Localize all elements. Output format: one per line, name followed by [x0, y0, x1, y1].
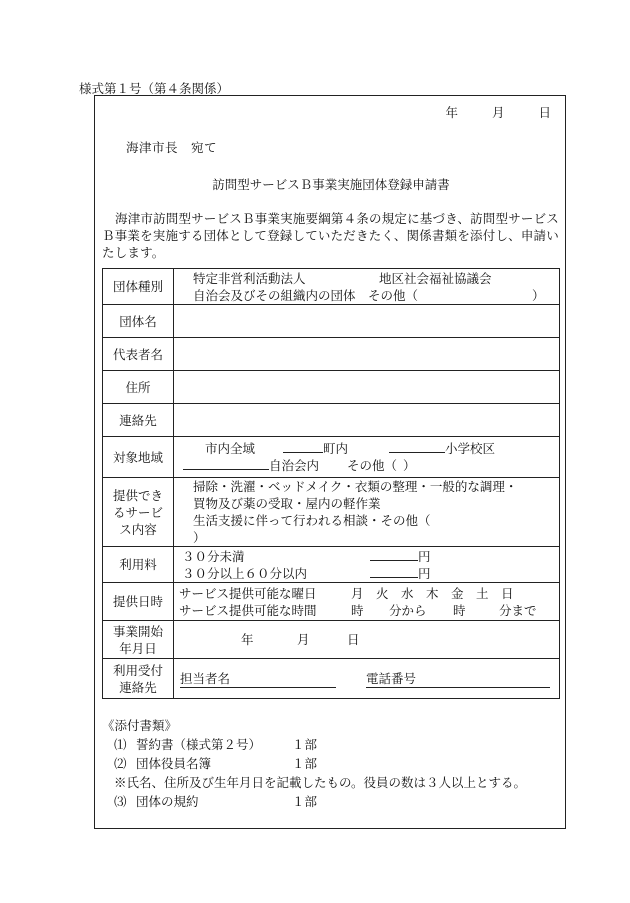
reception-person: 担当者名: [180, 670, 336, 688]
fee-unit-1: 円: [418, 548, 431, 564]
address-field[interactable]: [174, 371, 560, 404]
services-label-2: るサービ: [112, 504, 163, 520]
services-row: [103, 478, 560, 547]
reception-label-2: 連絡先: [119, 679, 157, 695]
area-town: 町内: [323, 441, 349, 456]
attachment-1: ⑴ 誓約書（様式第２号） １部: [114, 737, 318, 752]
start-date-label-2: 年月日: [119, 640, 157, 656]
services-label-1: 提供でき: [112, 487, 163, 503]
option-other-close: ）: [532, 287, 545, 303]
org-name-row: [103, 305, 560, 338]
services-line-3: 生活支援に伴って行われる相談・その他（: [193, 513, 431, 528]
day-fri[interactable]: 金: [451, 585, 464, 601]
contact-row: [103, 404, 560, 437]
day-wed[interactable]: 水: [401, 585, 414, 601]
area-city-wide: 市内全域: [205, 441, 256, 456]
start-year: 年: [241, 632, 254, 647]
reception-row: [103, 659, 560, 699]
day-thu[interactable]: 木: [426, 585, 439, 601]
day-sun[interactable]: 日: [501, 585, 514, 601]
document-title: 訪問型サービスＢ事業実施団体登録申請書: [212, 177, 450, 192]
fee-row: [103, 547, 560, 583]
time-hour-from: 時: [351, 602, 364, 618]
time-hour-to: 時: [453, 602, 466, 618]
start-month: 月: [297, 632, 310, 647]
attachment-2: ⑵ 団体役員名簿 １部: [114, 756, 318, 771]
reception-label-1: 利用受付: [112, 662, 163, 678]
fee-30-to-60: ３０分以上６０分以内: [182, 565, 308, 581]
start-date-label-1: 事業開始: [112, 623, 163, 639]
schedule-field[interactable]: [174, 583, 560, 621]
area-other-close: ）: [403, 458, 416, 473]
form-number: 様式第１号（第４条関係）: [79, 81, 230, 96]
fee-under-30: ３０分未満: [182, 548, 245, 564]
area-assoc: 自治会内: [269, 458, 320, 473]
option-other: その他（: [368, 287, 419, 303]
representative-label: 代表者名: [103, 338, 174, 371]
contact-field[interactable]: [174, 404, 560, 437]
services-line-1: 掃除・洗濯・ベッドメイク・衣類の整理・一般的な調理・: [193, 479, 518, 494]
reception-label: [103, 659, 174, 699]
services-line-3-close: ）: [193, 530, 206, 545]
representative-row: [103, 338, 560, 371]
option-district-council: 地区社会福祉協議会: [379, 270, 492, 286]
services-label: [103, 478, 174, 547]
attachments-heading: 《添付書類》: [102, 718, 178, 733]
services-field[interactable]: [174, 478, 560, 547]
addressee: 海津市長 宛て: [126, 140, 218, 155]
services-line-2: 買物及び薬の受取・屋内の軽作業: [193, 496, 381, 511]
org-name-field[interactable]: [174, 305, 560, 338]
schedule-label: 提供日時: [103, 583, 174, 621]
area-label: 対象地域: [103, 437, 174, 478]
start-date-row: [103, 621, 560, 659]
start-day: 日: [347, 632, 360, 647]
reception-phone: 電話番号: [366, 670, 550, 688]
attachments: [102, 716, 526, 811]
time-label: サービス提供可能な時間: [179, 602, 317, 618]
application-table: [102, 268, 560, 699]
org-type-row: [103, 269, 560, 305]
area-field[interactable]: [174, 437, 560, 478]
day-mon[interactable]: 月: [351, 585, 364, 601]
representative-field[interactable]: [174, 338, 560, 371]
area-row: [103, 437, 560, 478]
time-min-to: 分まで: [499, 602, 537, 618]
area-school: 小学校区: [445, 441, 496, 456]
date-year: 年: [445, 105, 458, 120]
application-form: [94, 95, 566, 829]
date-month: 月: [491, 105, 505, 120]
date-line: [445, 103, 551, 121]
services-label-3: ス内容: [119, 521, 157, 537]
fee-field[interactable]: [174, 547, 560, 583]
address-label: 住所: [103, 371, 174, 404]
fee-label: 利用料: [103, 547, 174, 583]
org-name-label: 団体名: [103, 305, 174, 338]
date-day: 日: [538, 105, 551, 120]
org-type-options[interactable]: [174, 269, 560, 305]
schedule-row: [103, 583, 560, 621]
start-date-label: [103, 621, 174, 659]
org-type-label: 団体種別: [103, 269, 174, 305]
day-sat[interactable]: 土: [476, 585, 489, 601]
option-neighborhood-assoc: 自治会及びその組織内の団体: [193, 287, 356, 303]
contact-label: 連絡先: [103, 404, 174, 437]
option-npo: 特定非営利活動法人: [193, 270, 306, 286]
fee-unit-2: 円: [418, 565, 431, 581]
start-date-field[interactable]: [174, 621, 560, 659]
days-label: サービス提供可能な曜日: [179, 585, 317, 601]
area-other: その他（: [347, 458, 398, 473]
attachment-3: ⑶ 団体の規約 １部: [114, 794, 318, 809]
day-tue[interactable]: 火: [376, 585, 389, 601]
attachment-note: ※氏名、住所及び生年月日を記載したもの。役員の数は３人以上とする。: [114, 775, 527, 790]
address-row: [103, 371, 560, 404]
intro-text: 海津市訪問型サービスＢ事業実施要綱第４条の規定に基づき、訪問型サービスＢ事業を実施する団体として登録していただきたく、関係書類を添付し、申請いたします。: [102, 211, 560, 260]
time-min-from: 分から: [389, 602, 427, 618]
reception-field[interactable]: [174, 659, 560, 699]
